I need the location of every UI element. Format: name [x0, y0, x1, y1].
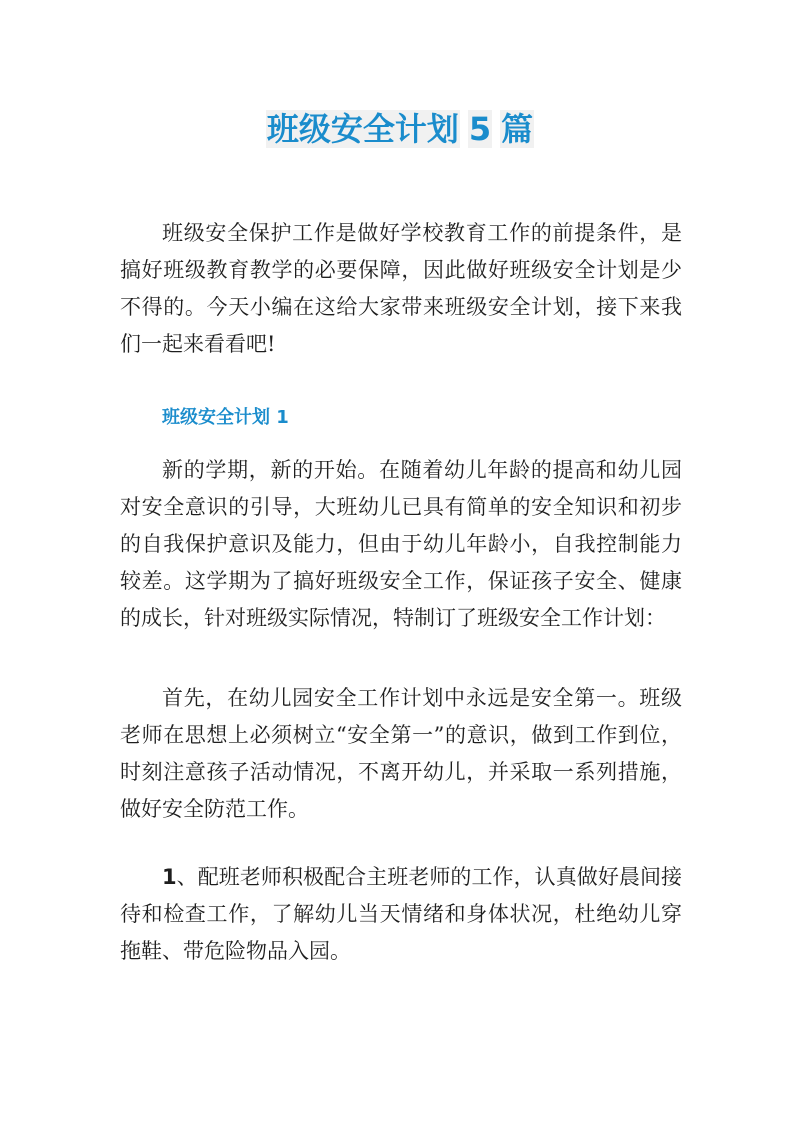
title-number: 5 [468, 110, 492, 148]
section-1-list-item-1 [120, 859, 682, 970]
section-1-paragraph-1: 新的学期，新的开始。在随着幼儿年龄的提高和幼儿园对安全意识的引导，大班幼儿已具有简单的安全知识和初步的自我保护意识及能力，但由于幼儿年龄小，自我控制能力较差。这学期为了搞好班级安全工作，保证孩子安全、健康的成长，针对班级实际情况，特制订了班级安全工作计划： [120, 458, 682, 630]
section-1-paragraph-2: 首先，在幼儿园安全工作计划中永远是安全第一。班级老师在思想上必须树立“安全第一”的意识，做到工作到位，时刻注意孩子活动情况，不离开幼儿，并采取一系列措施，做好安全防范工作。 [120, 686, 682, 821]
title-text: 班级安全计划 [266, 110, 459, 148]
list-item-number: 1 [162, 865, 177, 889]
title-suffix: 篇 [501, 110, 534, 148]
section-heading-1: 班级安全计划 1 [162, 407, 289, 428]
document-title [0, 106, 800, 152]
intro-paragraph: 班级安全保护工作是做好学校教育工作的前提条件，是搞好班级教育教学的必要保障，因此做好班级安全计划是少不得的。今天小编在这给大家带来班级安全计划，接下来我们一起来看看吧! [120, 221, 682, 356]
list-item-text: 、配班老师积极配合主班老师的工作，认真做好晨间接待和检查工作，了解幼儿当天情绪和身体状况，杜绝幼儿穿拖鞋、带危险物品入园。 [120, 865, 682, 963]
